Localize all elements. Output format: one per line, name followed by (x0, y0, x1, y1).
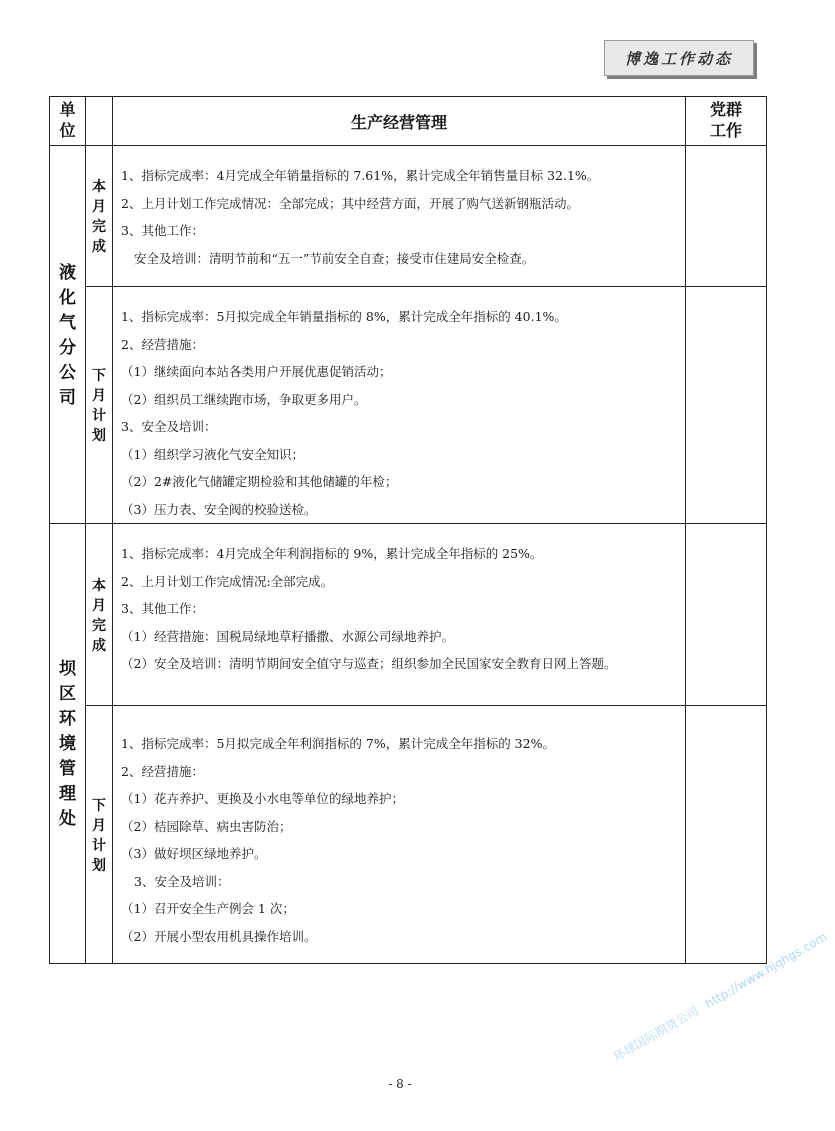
unit-char: 液 (59, 262, 76, 282)
header-party-line2: 工作 (709, 123, 742, 140)
content-line: （1）经营措施：国税局绿地草籽播撒、水源公司绿地养护。 (121, 628, 454, 644)
content-line: 2、经营措施： (121, 336, 204, 352)
header-unit-line2: 位 (59, 123, 76, 140)
content-line: （2）2#液化气储罐定期检验和其他储罐的年检； (121, 474, 398, 489)
unit-char: 环 (59, 709, 76, 728)
unit-char: 管 (59, 759, 76, 778)
section-2-row-2 (50, 706, 767, 964)
period-char: 成 (92, 238, 106, 254)
content-line: （1）继续面向本站各类用户开展优惠促销活动； (121, 364, 392, 379)
party-work-cell (686, 706, 767, 964)
section-1-row-1 (50, 146, 767, 287)
party-work-cell (686, 146, 767, 287)
period-char: 本 (92, 576, 106, 593)
period-label-cell (86, 524, 113, 706)
period-char: 下 (92, 796, 106, 813)
content-line: 2、上月计划工作完成情况：全部完成；其中经营方面，开展了购气送新钢瓶活动。 (121, 195, 579, 211)
unit-char: 处 (59, 809, 76, 828)
page-number: - 8 - (388, 1077, 412, 1091)
unit-name-cell (50, 524, 86, 964)
period-char: 本 (92, 178, 106, 194)
watermark-name: 环球国际期货公司 (611, 1003, 702, 1064)
content-line: 1、指标完成率：5月拟完成全年销量指标的 8%，累计完成全年指标的 40.1%。 (121, 309, 567, 324)
content-line: （3）压力表、安全阀的校验送检。 (121, 501, 317, 517)
content-line: 2、经营措施： (121, 763, 204, 779)
content-line: 1、指标完成率：4月完成全年销量指标的 7.61%，累计完成全年销售量目标 32.1%。 (121, 168, 600, 183)
period-char: 月 (92, 816, 106, 833)
content-line: （1）组织学习液化气安全知识； (121, 446, 304, 462)
content-line: 3、其他工作： (121, 601, 204, 616)
section-1-row-2 (50, 287, 767, 524)
content-cell (113, 146, 686, 287)
section-badge: 博逸工作动态 (604, 40, 754, 76)
period-char: 完 (92, 218, 106, 234)
period-char: 完 (92, 616, 106, 633)
unit-char: 公 (59, 362, 76, 382)
header-empty-cell (86, 97, 113, 146)
party-work-cell (686, 287, 767, 524)
content-line: （2）开展小型农用机具操作培训。 (121, 928, 317, 944)
content-line: （2）桔园除草、病虫害防治； (121, 818, 292, 834)
unit-char: 司 (59, 387, 76, 407)
content-line: （2）安全及培训：清明节期间安全值守与巡查；组织参加全民国家安全教育日网上答题。 (121, 656, 617, 671)
content-line: 3、安全及培训： (121, 419, 217, 434)
header-unit-cell (50, 97, 86, 146)
report-table (49, 96, 767, 964)
unit-char: 境 (59, 734, 76, 753)
period-char: 划 (92, 427, 106, 443)
unit-char: 分 (59, 337, 76, 357)
unit-char: 坝 (59, 659, 76, 678)
unit-char: 区 (59, 684, 76, 703)
content-line: （3）做好坝区绿地养护。 (121, 846, 267, 861)
header-party-line1: 党群 (709, 102, 742, 119)
content-cell (113, 524, 686, 706)
period-label-cell (86, 287, 113, 524)
period-char: 月 (92, 198, 106, 214)
unit-name-cell (50, 146, 86, 524)
content-line: 2、上月计划工作完成情况:全部完成。 (121, 573, 334, 589)
content-cell (113, 706, 686, 964)
period-char: 下 (92, 367, 106, 383)
period-char: 月 (92, 596, 106, 613)
period-char: 计 (92, 836, 106, 853)
period-char: 成 (92, 636, 106, 653)
content-line: 安全及培训：清明节前和“五一”节前安全自查；接受市住建局安全检查。 (134, 250, 535, 266)
party-work-cell (686, 524, 767, 706)
header-unit-line1: 单 (59, 102, 76, 119)
content-line: （1）召开安全生产例会 1 次； (121, 901, 295, 916)
period-char: 月 (92, 387, 106, 403)
content-line: （2）组织员工继续跑市场，争取更多用户。 (121, 391, 367, 407)
period-char: 计 (92, 407, 106, 423)
unit-char: 理 (59, 784, 76, 803)
content-line: （1）花卉养护、更换及小水电等单位的绿地养护； (121, 791, 404, 806)
content-line: 1、指标完成率：4月完成全年利润指标的 9%，累计完成全年指标的 25%。 (121, 546, 543, 561)
watermark-url: http://www.hjqhgs.com (702, 929, 830, 1011)
period-label-cell (86, 146, 113, 287)
header-party-cell (686, 97, 767, 146)
content-line: 1、指标完成率：5月拟完成全年利润指标的 7%，累计完成全年指标的 32%。 (121, 736, 555, 751)
period-label-cell (86, 706, 113, 964)
content-cell (113, 287, 686, 524)
content-line: 3、其他工作： (121, 223, 204, 238)
unit-char: 气 (59, 312, 76, 332)
section-2-row-1 (50, 524, 767, 706)
content-line: 3、安全及培训： (134, 873, 230, 889)
unit-char: 化 (59, 287, 76, 307)
header-row (50, 97, 767, 146)
header-title: 生产经营管理 (113, 97, 686, 146)
period-char: 划 (92, 856, 106, 873)
